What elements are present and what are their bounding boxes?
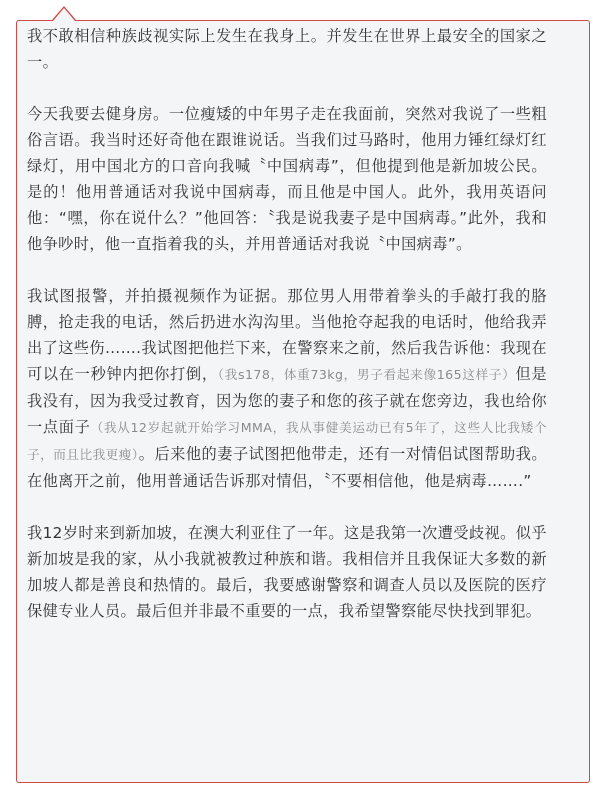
paragraph-4	[27, 520, 547, 624]
paragraph-3-text-a: 我试图报警，并拍摄视频作为证据。那位男人用带着拳头的手敲打我的胳膊，抢走我的电话，然后扔进水沟沟里。当他抢夺起我的电话时，他给我弄出了这些伤…….我试图把他拦下来，在警察来之前，然后我告诉他：我现在可以在一秒钟内把你打倒，	[27, 287, 547, 383]
paragraph-2	[27, 101, 547, 257]
paragraph-2-text: 今天我要去健身房。一位瘦矮的中年男子走在我面前，突然对我说了一些粗俗言语。我当时还好奇他在跟谁说话。当我们过马路时，他用力锤红绿灯红绿灯，用中国北方的口音向我喊〝中国病毒”，但他提到他是新加坡公民。是的！他用普通话对我说中国病毒，而且他是中国人。此外，我用英语问他：“嘿，你在说什么？”他回答：〝我是说我妻子是中国病毒。”此外，我和他争吵时，他一直指着我的头，并用普通话对我说〝中国病毒”。	[27, 105, 547, 253]
paragraph-3-text-b: 但是我没有，因为我受过教育，因为您的妻子和您的孩子就在您旁边，我也给你一点面子	[27, 365, 547, 436]
paragraph-3	[27, 283, 547, 494]
paragraph-3-note-mma: （我从12岁起就开始学习MMA，我从事健美运动已有5年了，这些人比我矮个子，而且比我更瘦）	[27, 420, 547, 462]
article-body	[27, 23, 547, 650]
paragraph-1-text: 我不敢相信种族歧视实际上发生在我身上。并发生在世界上最安全的国家之一。	[27, 27, 547, 71]
paragraph-1	[27, 23, 547, 75]
quote-box-pointer-fill	[53, 8, 75, 21]
paragraph-4-text: 我12岁时来到新加坡，在澳大利亚住了一年。这是我第一次遭受歧视。似乎新加坡是我的家，从小我就被教过种族和谐。我相信并且我保证大多数的新加坡人都是善良和热情的。最后，我要感谢警察和调查人员以及医院的医疗保健专业人员。最后但并非最不重要的一点，我希望警察能尽快找到罪犯。	[27, 524, 547, 620]
paragraph-3-note-height: （我s178，体重73kg，男子看起来像165这样子）	[217, 367, 516, 382]
paragraph-3-text-c: 。后来他的妻子试图把他带走，还有一对情侣试图帮助我。在他离开之前，他用普通话告诉那对情侣，〝不要相信他，他是病毒…….”	[27, 445, 547, 490]
